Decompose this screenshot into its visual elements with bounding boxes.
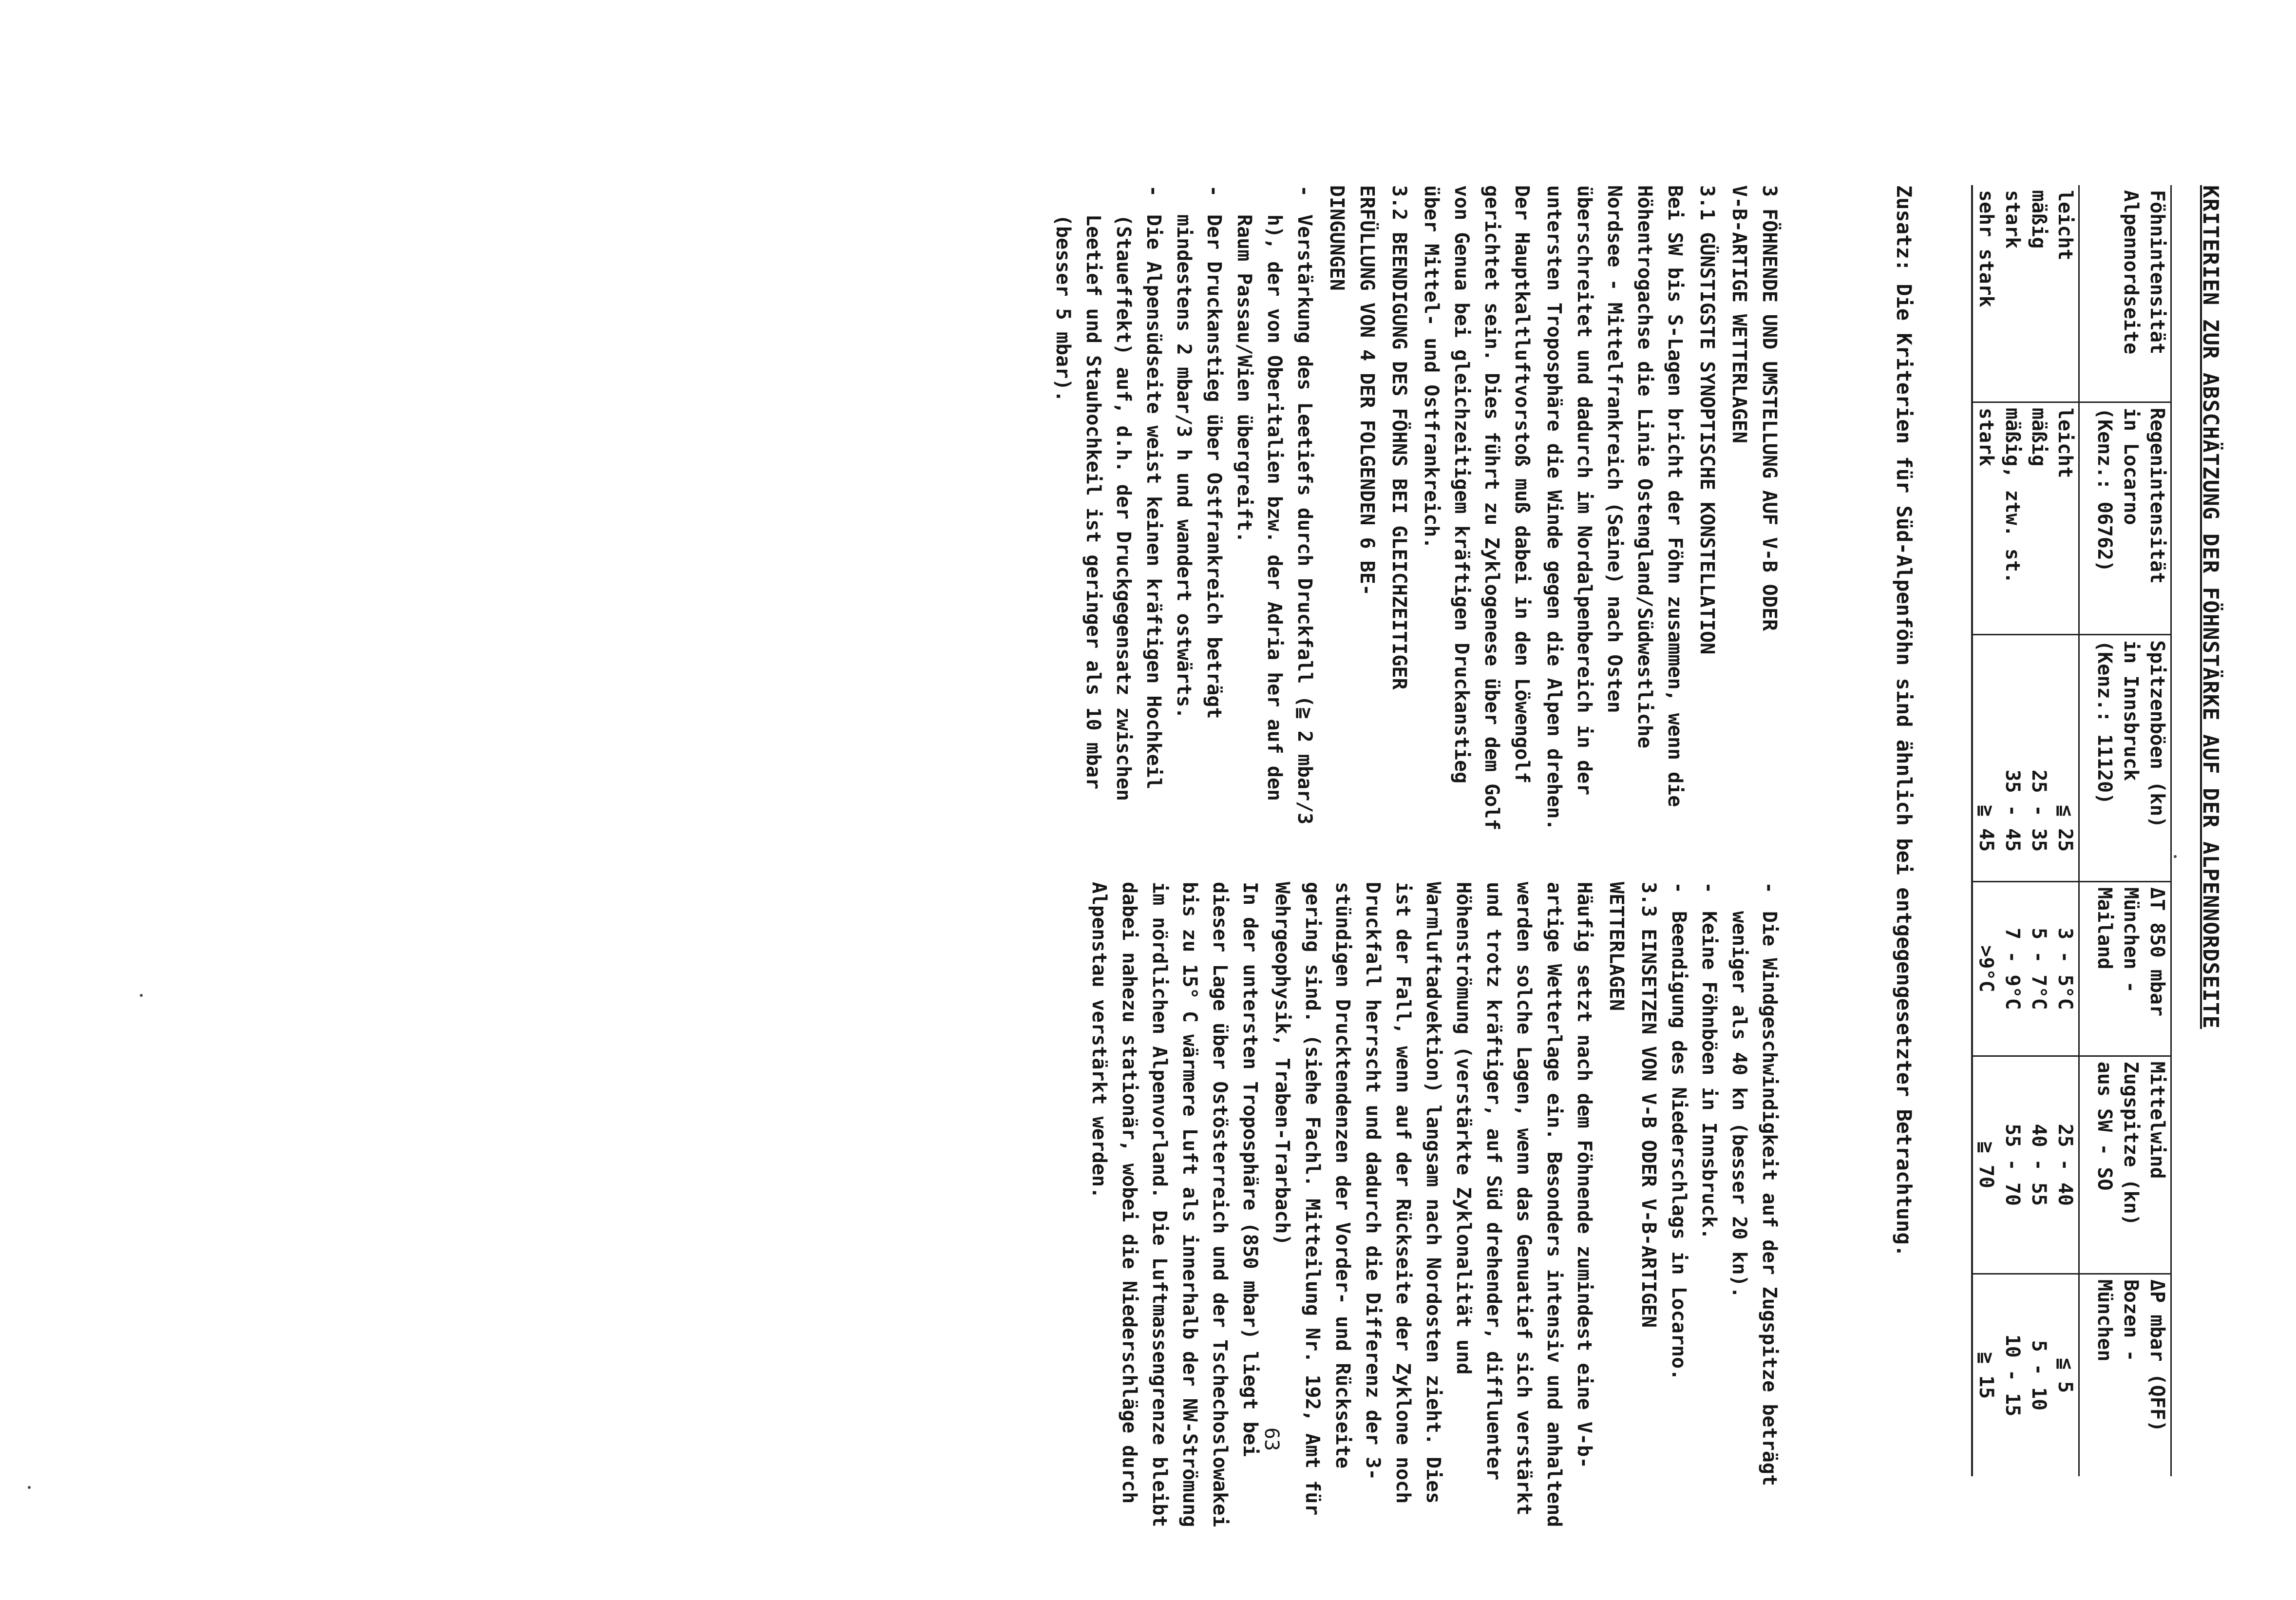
bullet-item [1169,185,1229,838]
bullet-dash-icon: - [1203,185,1225,197]
table-cell: 25 - 35 [2026,635,2052,882]
bullet-dash-icon: - [1142,185,1165,197]
table-cell: mäßig, ztw. st. [1999,402,2026,634]
col-header: Mailand [2079,882,2118,1056]
table-cell: mäßig [2026,402,2052,634]
col-header: (Kenz.: 06762) [2079,402,2118,634]
col-header: Mittelwind [2144,1056,2171,1274]
section-3-title: 3 FÖHNENDE UND UMSTELLUNG AUF V-B ODER V-B-ARTIGE WETTERLAGEN [1728,185,1781,631]
col-header: ΔT 850 mbar [2144,882,2171,1056]
table-cell: mäßig [2028,190,2050,249]
col-header: Spitzenböen (kn) [2144,635,2171,882]
col-header: (Kenz.: 11120) [2079,635,2118,882]
table-cell: ≦ 5 [2052,1274,2079,1476]
bullet-dash-icon: - [1758,882,1781,894]
addendum-note: Zusatz: Die Kriterien für Süd-Alpenföhn sind ähnlich bei entgegengesetzter Betrachtung. [1892,185,1916,1257]
table-cell: 5 - 7°C [2026,882,2052,1056]
table-row [2026,185,2052,1476]
col-header: aus SW - SO [2079,1056,2118,1274]
table-cell: ≦ 25 [2052,635,2079,882]
page-number: 63 [1260,1428,1283,1451]
table-row [1972,185,1999,1476]
col-header: in Innsbruck [2118,635,2144,882]
table-cell: 25 - 40 [2052,1056,2079,1274]
col-header: München [2079,1274,2118,1476]
col-header: Alpennordseite [2120,190,2142,355]
table-header-row [2118,185,2144,1476]
table-cell: 3 - 5°C [2052,882,2079,1056]
col-header [2079,185,2118,402]
col-header: Föhnintensität [2144,185,2171,402]
bullet-text: Beendigung des Niederschlags in Locarno. [1668,911,1690,1381]
bullet-text: Die Alpensüdseite weist keinen kräftigen Hochkeil (Staueffekt) auf, d.h. der Druckgegensatz zwischen Leetief und Stauhochkeil ist geringer als 10 mbar (besser 5 mbar). [1052,214,1165,801]
col-header: Zugspitze (kn) [2118,1056,2144,1274]
table-header-row [2079,185,2118,1476]
left-text-column [1048,185,1784,838]
table-cell: ≧ 15 [1972,1274,1999,1476]
bullet-text: Der Druckanstieg über Ostfrankreich beträgt mindestens 2 mbar/3 h und wandert ostwärts. [1173,214,1225,719]
page-heading: KRITERIEN ZUR ABSCHÄTZUNG DER FÖHNSTÄRKE AUF DER ALPENNORDSEITE [2198,185,2223,1029]
section-3-2-subtitle: ERFÜLLUNG VON 4 DER FOLGENDEN 6 BE- DINGUNGEN [1326,185,1378,596]
table-header-row [2144,185,2171,1476]
bullet-item [1664,882,1694,1535]
col-header: ΔP mbar (QFF) [2144,1274,2171,1476]
right-text-column [1082,882,1784,1535]
col-header: Regenintensität [2144,402,2171,634]
bullet-text: Verstärkung des Leetiefs durch Druckfall (≧ 2 mbar/3 h), der von Oberitalien bzw. der Adria her auf den Raum Passau/Wien übergreift. [1233,214,1316,825]
bullet-dash-icon: - [1668,882,1690,894]
bullet-item [1048,185,1169,838]
table-row [1999,185,2026,1476]
table-cell: stark [2001,190,2024,249]
table-cell: leicht [2052,402,2079,634]
scan-speck [140,994,143,997]
section-3-3-subtitle: WETTERLAGEN [1605,882,1628,1011]
bullet-dash-icon: - [1698,882,1720,894]
bullet-text: Die Windgeschwindigkeit auf der Zugspitze beträgt weniger als 40 kn (besser 20 kn). [1728,911,1781,1486]
table-cell: 7 - 9°C [1999,882,2026,1056]
bullet-text: Keine Föhnböen in Innsbruck. [1698,911,1720,1240]
bullet-dash-icon: - [1293,185,1316,197]
section-3-1-title: 3.1 GÜNSTIGSTE SYNOPTISCHE KONSTELLATION [1696,185,1718,655]
table-cell: >9°C [1972,882,1999,1056]
table-cell: 40 - 55 [2026,1056,2052,1274]
bullet-item [1694,882,1724,1535]
section-3-3-title: 3.3 EINSETZEN VON V-B ODER V-B-ARTIGEN [1637,882,1660,1328]
section-3-3-paragraph: Häufig setzt nach dem Föhnende zumindest eine V-b-artige Wetterlage ein. Besonders intensiv und anhaltend werden solche Lagen, wenn das Genuatief sich verstärkt und trotz kräftiger, auf Süd drehender, diffluenter Höhenströmung (verstärkte Zyklonalität und Warmluftadvektion) langsam nach Nordosten zieht. Dies ist der Fall, wenn auf der Rückseite der Zyklone noch Druckfall herrscht und dadurch die Differenz der 3-stündigen Drucktendenzen der Vorder- und Rückseite gering sind. (siehe Fachl. Mitteilung Nr. 192, Amt für Wehrgeophysik, Traben-Trarbach) [1271,882,1595,1527]
section-3-1-paragraph: Der Hauptkaltluftvorstoß muß dabei in den Löwengolf gerichtet sein. Dies führt zu Zyklogenese über dem Golf von Genua bei gleichzeitigem kräftigen Druckanstieg über Mittel- und Ostfrankreich. [1420,185,1533,831]
table-cell: 5 - 10 [2026,1274,2052,1476]
table-cell: sehr stark [1972,185,1999,402]
section-3-1-paragraph: Bei SW bis S-Lagen bricht der Föhn zusammen, wenn die Höhentrogachse die Linie Ostengland/Südwestliche Nordsee - Mittelfrankreich (Seine) nach Osten überschreitet und dadurch im Nordalpenbereich in der untersten Troposphäre die Winde gegen die Alpen drehen. [1543,185,1686,831]
scan-speck [28,1486,31,1489]
table-cell: 35 - 45 [1999,635,2026,882]
table-cell: leicht [2054,190,2076,261]
section-3-2-title: 3.2 BEENDIGUNG DES FÖHNS BEI GLEICHZEITIGER [1388,185,1410,690]
col-header: in Locarno [2118,402,2144,634]
table-cell: 10 - 15 [1999,1274,2026,1476]
section-3-3-paragraph: In der untersten Troposphäre (850 mbar) liegt bei dieser Lage über Ostösterreich und der Tschechoslowakei bis zu 15° C wärmere Luft als innerhalb der NW-Strömung im nördlichen Alpenvorland. Die Luftmassengrenze bleibt dabei nahezu stationär, wobei die Niederschläge durch Alpenstau verstärkt werden. [1088,882,1261,1527]
col-header: München - [2118,882,2144,1056]
table-cell: 55 - 70 [1999,1056,2026,1274]
bullet-item [1724,882,1784,1535]
table-cell: stark [1972,402,1999,634]
foehn-criteria-table [1971,185,2172,1476]
table-cell: ≧ 70 [1972,1056,1999,1274]
col-header: Bozen - [2118,1274,2144,1476]
table-row [2052,185,2079,1476]
scan-speck [2174,855,2177,858]
bullet-item [1229,185,1320,838]
table-cell: ≧ 45 [1972,635,1999,882]
